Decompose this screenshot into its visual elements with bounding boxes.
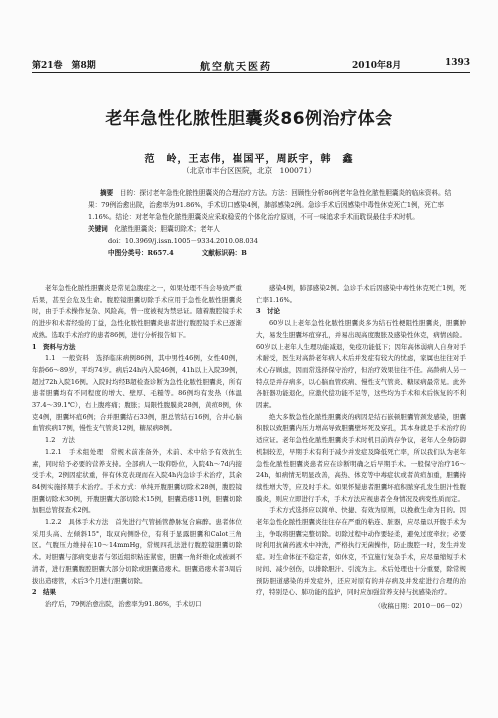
- body-paragraph: 感染4例，肺部感染2例。急诊手术后因感染中毒性休克死亡1例，死亡率1.16%。: [256, 284, 466, 304]
- keywords: [88, 223, 464, 235]
- page-number: 1393: [444, 58, 470, 68]
- abstract-text: 目的：探讨老年急性化脓性胆囊炎的合理治疗方法。方法：回顾性分析86例老年急性化脓性胆囊炎的临床资料。结果：79例治愈出院，治愈率为91.86%，手术切口感染4例，肺部感染2例。急诊手术后因感染中毒性休克死亡1例，死亡率1.16%。结论：对老年急性化脓性胆囊炎应采取稳妥的个体化治疗原则，不可一味追求手术而耽误最佳手术时机。: [88, 189, 452, 221]
- body-paragraph: 手术方式选择应以简单、快捷、有效为原则，以挽救生命为目的。因老年急性化脓性胆囊炎往往存在严重的粘连、脏器，应尽量以开腹手术为主，争取将胆囊完整切除。切除过程中动作要轻柔，避免过度牵拉；必要时利用抗菌药液术中冲洗，严格执行无菌操作，防止腹腔一时，发生并发症。对生命体征不稳定者，如休克，不宜施行复杂手术，应尽量缩短手术时间、减少创伤，以排除胆汁、引流为主。术后处理也十分重要，除常规预防胆道感染的并发症外，还应对原有的并存病及并发症进行合理的治疗，特别是心、肺功能的监护，同时应加强营养支持与抗感染治疗。: [256, 506, 466, 597]
- clc-number: 中图分类号：R657.4: [108, 249, 174, 257]
- keywords-label: 关键词: [88, 225, 108, 233]
- body-paragraph: 1.1 一般资料 选择临床病例86例，其中男性46例，女性40例，年龄66～89岁，平均74岁。病后24h内入院46例，41h以上入院39例，超过72h入院16例。入院时均经B超检查诊断为急性化脓性胆囊炎，所有患者胆囊均有不同程度的增大、壁厚、毛糙等。86例均有发热（体温37.4～39.1℃），右上腹疼痛；腹胀；局限性腹膜炎28例，黄疸8例，休克4例，胆囊坏疽6例；合并胆囊结石33例，胆总管结石16例，合并心脑血管疾病17例，慢性支气管炎12例，糖尿病8例。: [32, 354, 242, 433]
- keywords-text: 化脓性胆囊炎；胆囊切除术；老年人: [114, 225, 220, 233]
- body-column-right: [256, 283, 466, 613]
- authors: 范 岭，王志伟，崔国平，周跃宇，韩 鑫: [144, 154, 354, 165]
- body-paragraph: 治疗后，79例治愈出院，治愈率为91.86%，手术切口: [45, 599, 202, 608]
- classification: [108, 247, 247, 257]
- section-heading: 2 结果: [32, 588, 57, 597]
- body-column-left: [32, 283, 242, 611]
- section-heading: 1 资料与方法: [32, 342, 76, 351]
- body-paragraph: 1.2.1 手术组处理 常规术前准备外，术前、术中给予有效抗生素，同时给予必要的营养支持。全部病人一取仰卧位，入院4h～7d内接受手术，2例因症状重，伴有休克表现而在入院4h内急诊手术治疗，其余84例实施择期手术治疗。手术方式：单纯开腹胆囊切除术28例，腹腔镜胆囊切除术30例，开腹胆囊大部切除术15例，胆囊造瘘11例，胆囊切除加胆总管探查术2例。: [32, 447, 242, 515]
- body-paragraph: 1.2 方法: [45, 436, 75, 445]
- abstract-label: 摘要: [100, 189, 114, 197]
- body-paragraph: 绝大多数急性化脓性胆囊炎的病因是结石嵌顿胆囊管颈发感染，胆囊积脓以致胆囊内压力增高导致胆囊壁坏死及穿孔，其本身就是手术治疗的适应证。老年急性化脓性胆囊炎手术时机目前尚存争议，老年人全身防御机制较差，早期手术有利于减少并发症及降低死亡率，所以我们认为老年急性化脓性胆囊炎患者应在诊断明确之后早期手术。一般保守治疗16～24h，如病情无明显改善，高热、体克等中毒症状或者黄疸加重，胆囊持续性增大等，应及时手术。如果怀疑患者胆囊坏疽积脓穿孔发生胆汁性腹膜炎，则应立即进行手术，手术方法应视患者全身情况及病变性质而定。: [256, 412, 466, 503]
- received-date: （收稿日期：2010－06－02）: [374, 601, 466, 610]
- section-heading: 3 讨论: [256, 307, 281, 316]
- issue-date: 2010年8月: [352, 61, 402, 71]
- body-paragraph: 1.2.2 具体手术方法 首先进行气管插管静脉复合麻醉。患者体位采用头高、左倾斜15°，取双向侧卧位，有利于显露胆囊和Calot三角区。气腹压力维持在10～14mmHg，常规四孔法进行腹腔镜胆囊切除术。对胆囊与部病变患者与邻近组织粘连紧密，胆囊一角纤维化或被剥不清者，进行胆囊腹腔胆囊大部分切除或胆囊造瘘术。胆囊造瘘术者3周后拔出造瘘管，术后3个月进行胆囊切除。: [32, 518, 242, 585]
- article-title: 老年急性化脓性胆囊炎86例治疗体会: [105, 109, 393, 129]
- journal-name: 航空航天医药: [200, 62, 272, 73]
- affiliation: （北京市丰台区医院，北京 100071）: [182, 166, 316, 175]
- body-paragraph: 老年急性化脓性胆囊炎是常见急腹症之一，如果处理不当会导致严重后果，甚至会危及生命。腹腔镜胆囊切除手术应用于急性化脓性胆囊炎时，由于手术操作复杂、风险高，曾一度被视为禁忌证。随着腹腔镜手术的进步和术者经验的丁益，急性化脓性胆囊炎患者进行腹腔镜手术已逐渐成熟。选取手术治疗的患者86例，进行分析报告如下。: [32, 284, 242, 339]
- document-code: 文献标识码：B: [201, 249, 247, 257]
- volume-issue: 第21卷 第8期: [32, 61, 96, 71]
- running-head: [32, 56, 470, 73]
- doi: doi：10.3969/j.issn.1005－9334.2010.08.034: [108, 237, 258, 245]
- body-paragraph: 60岁以上老年急性化脓性胆囊炎多为结石性梗阻性胆囊炎，胆囊肿大，易发生胆囊坏疽穿孔，并易出现高度腹胀及感染性休克，病情凶险。60岁以上老年人生理功能减退，免疫功能低下；因年高体弱病人自身对手术耐受，医生对高龄老年病人术后并发症有较大的忧虑，家属也往往对手术心存顾虑，因而常选择保守治疗，但治疗效果往往不佳。高龄病人另一特点是并存病多，以心脑血管疾病、慢性支气管炎、糖尿病最常见。此外各脏器功能退化，应激代偿功能不足等，这些均为手术和术后恢复的不利因素。: [256, 319, 466, 410]
- abstract: [88, 187, 464, 223]
